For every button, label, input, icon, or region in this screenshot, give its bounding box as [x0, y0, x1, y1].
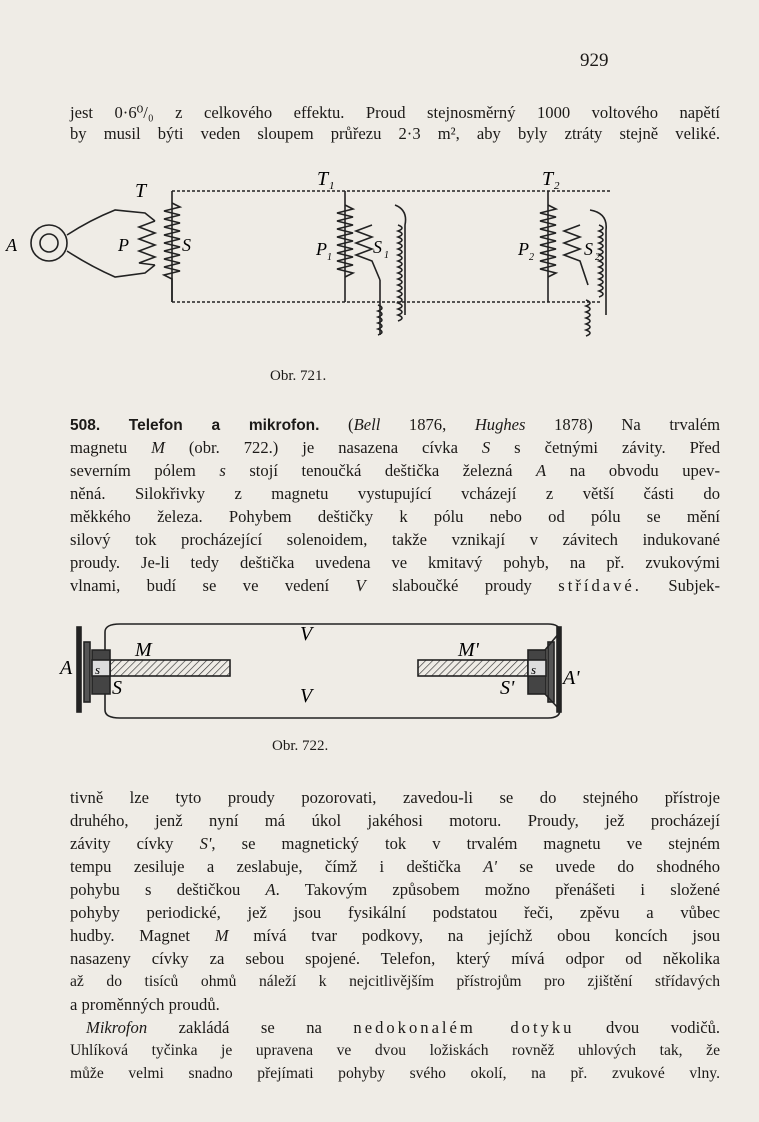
text-fragment: se uvede do shodného [496, 857, 720, 876]
text-line [70, 437, 720, 458]
text-line: Uhlíková tyčinka je upravena ve dvou ložiskách rovněž uhlových tak, že [70, 1042, 720, 1059]
spaced-word: střídavé. [558, 576, 642, 595]
text-fragment: závity cívky [70, 834, 200, 853]
text-line [70, 925, 720, 946]
fig722-label-a-prime: A' [563, 667, 580, 689]
text-fragment: Na trvalém [592, 415, 721, 434]
fig721-sub1-t1: 1 [329, 180, 335, 192]
text-fragment: (obr. 722.) je nasazena cívka [164, 438, 482, 457]
text-line: měkkého železa. Pohybem deštičky k pólu nebo od pólu se mění [70, 507, 720, 526]
symbol-s: s [219, 461, 226, 480]
section-title: Telefon a mikrofon. [128, 417, 320, 434]
term-mikrofon: Mikrofon [86, 1018, 148, 1037]
fig721-sub2-t2: 2 [554, 180, 560, 192]
text-line [86, 1017, 720, 1038]
text-line: pohyby periodické, jež jsou fysikální podstatou řeči, zpěvu a vůbec [70, 903, 720, 922]
symbol-v: V [355, 576, 366, 595]
diaphragm-left [77, 627, 81, 712]
fig722-label-s: S [112, 677, 122, 699]
fig721-label-s: S [182, 235, 191, 255]
text-fragment: pohybu s deštičkou [70, 880, 266, 899]
text-fragment: Subjek- [641, 576, 720, 595]
fig722-label-m-prime: M' [458, 639, 479, 661]
symbol-m: M [151, 438, 165, 457]
text-fragment: mívá tvar podkovy, na jejíchž obou koncích jsou [228, 926, 720, 945]
figure-721-diagram [0, 165, 759, 370]
station2-spring-lower [586, 300, 590, 336]
section-number: 508. [70, 417, 101, 434]
receiver-inner [40, 234, 58, 252]
symbol-s: S [481, 438, 491, 457]
fig722-label-s-small: s [95, 662, 101, 677]
text-fragment: slaboučké proudy [365, 576, 559, 595]
name-hughes: Hughes [474, 415, 526, 434]
text-fragment: zakládá se na [147, 1018, 354, 1037]
fig721-sub2-s2: 2 [595, 252, 600, 263]
text-fragment: , se magnetický tok v trvalém magnetu ve stejném [211, 834, 720, 853]
fig722-label-s-prime: S' [500, 677, 515, 699]
fig722-label-m: M [135, 639, 152, 661]
receiver-outer [31, 225, 67, 261]
fig721-label-p1: P [316, 239, 327, 259]
text-line: jest 0·6⁰/₀ z celkového effektu. Proud stejnosměrný 1000 voltového napětí [70, 103, 720, 122]
fig721-sub1-s1: 1 [384, 250, 389, 261]
text-line [70, 460, 720, 481]
text-line: až do tisíců ohmů náleží k nejcitlivějším přístrojům pro zjištění střídavých [70, 973, 720, 990]
figure-722-caption: Obr. 722. [272, 738, 329, 754]
figure-721-caption: Obr. 721. [270, 368, 327, 384]
fig722-label-s2-small: s [531, 662, 537, 677]
symbol-m: M [214, 926, 229, 945]
figure-722-diagram [0, 612, 759, 732]
text-fragment: na obvodu upev- [546, 461, 720, 480]
text-fragment: hudby. Magnet [70, 926, 215, 945]
text-fragment: tempu zesiluje a zeslabuje, čímž i deštička [70, 857, 484, 876]
section-508-line-1 [70, 414, 720, 436]
text-line [70, 879, 720, 900]
fig721-label-t2: T [542, 168, 554, 190]
fig721-label-s2: S [584, 239, 593, 259]
wire-top [105, 624, 560, 632]
fig722-label-a: A [60, 657, 73, 679]
text-line [70, 575, 720, 596]
fig721-label-s1: S [373, 237, 382, 257]
fig722-label-v-top: V [300, 623, 313, 645]
magnet-right [418, 660, 528, 676]
fig721-sub1-p1: 1 [327, 252, 332, 263]
name-bell: Bell [353, 415, 381, 434]
station1-spring [398, 225, 402, 321]
text-line [70, 856, 720, 877]
fig721-label-t1: T [317, 168, 329, 190]
symbol-a: A [265, 880, 276, 899]
text-fragment: vlnami, budí se ve vedení [70, 576, 356, 595]
text-line: druhého, jenž nyní má úkol jakéhosi motoru. Proudy, jež procházejí [70, 811, 720, 830]
text-fragment: 1876, [380, 415, 475, 434]
text-fragment: severním pólem [70, 461, 220, 480]
symbol-a: A [536, 461, 547, 480]
text-line: něná. Silokřivky z magnetu vystupující vcházejí z větší části do [70, 484, 720, 503]
fig721-sub2-p2: 2 [529, 252, 534, 263]
symbol-a-prime: A' [483, 857, 497, 876]
text-fragment: . Takovým způsobem možno přenášeti i složené [275, 880, 720, 899]
text-fragment: s četnými závity. Před [490, 438, 720, 457]
text-fragment: stojí tenoučká deštička železná [225, 461, 537, 480]
spaced-word: nedokonalém dotyku [353, 1018, 575, 1037]
text-line [70, 833, 720, 854]
fig721-label-t: T [135, 180, 147, 202]
coil-p [139, 221, 155, 265]
diaphragm-right [557, 627, 561, 712]
text-fragment: magnetu [70, 438, 152, 457]
text-fragment: 1878) [525, 415, 593, 434]
fig721-label-p: P [118, 235, 129, 255]
text-line: a proměnných proudů. [70, 995, 220, 1014]
text-fragment: ( [348, 415, 354, 434]
plate-right [548, 642, 554, 702]
fig721-label-p2: P [518, 239, 529, 259]
fig722-label-v-bottom: V [300, 685, 313, 707]
wire-bottom [105, 710, 560, 718]
page-number: 929 [580, 50, 609, 71]
text-line: může velmi snadno přejímati pohyby svého okolí, na př. zvukové vlny. [70, 1065, 720, 1082]
text-line: silový tok procházející solenoidem, takže vznikají v závitech indukované [70, 530, 720, 549]
plate-left [84, 642, 90, 702]
text-line: nasazeny cívky za sebou spojené. Telefon, který mívá odpor od několika [70, 949, 720, 968]
magnet-left [110, 660, 230, 676]
fig721-label-a: A [6, 235, 17, 255]
text-line: proudy. Je-li tedy deštička uvedena ve kmitavý pohyb, na př. zvukovými [70, 553, 720, 572]
symbol-s-prime: S' [199, 834, 212, 853]
text-line: tivně lze tyto proudy pozorovati, zavedou-li se do stejného přístroje [70, 788, 720, 807]
text-line: by musil býti veden sloupem průřezu 2·3 m², aby byly ztráty stejně veliké. [70, 124, 720, 143]
receiver-wire-upper [67, 210, 155, 235]
text-fragment: dvou vodičů. [574, 1018, 721, 1037]
